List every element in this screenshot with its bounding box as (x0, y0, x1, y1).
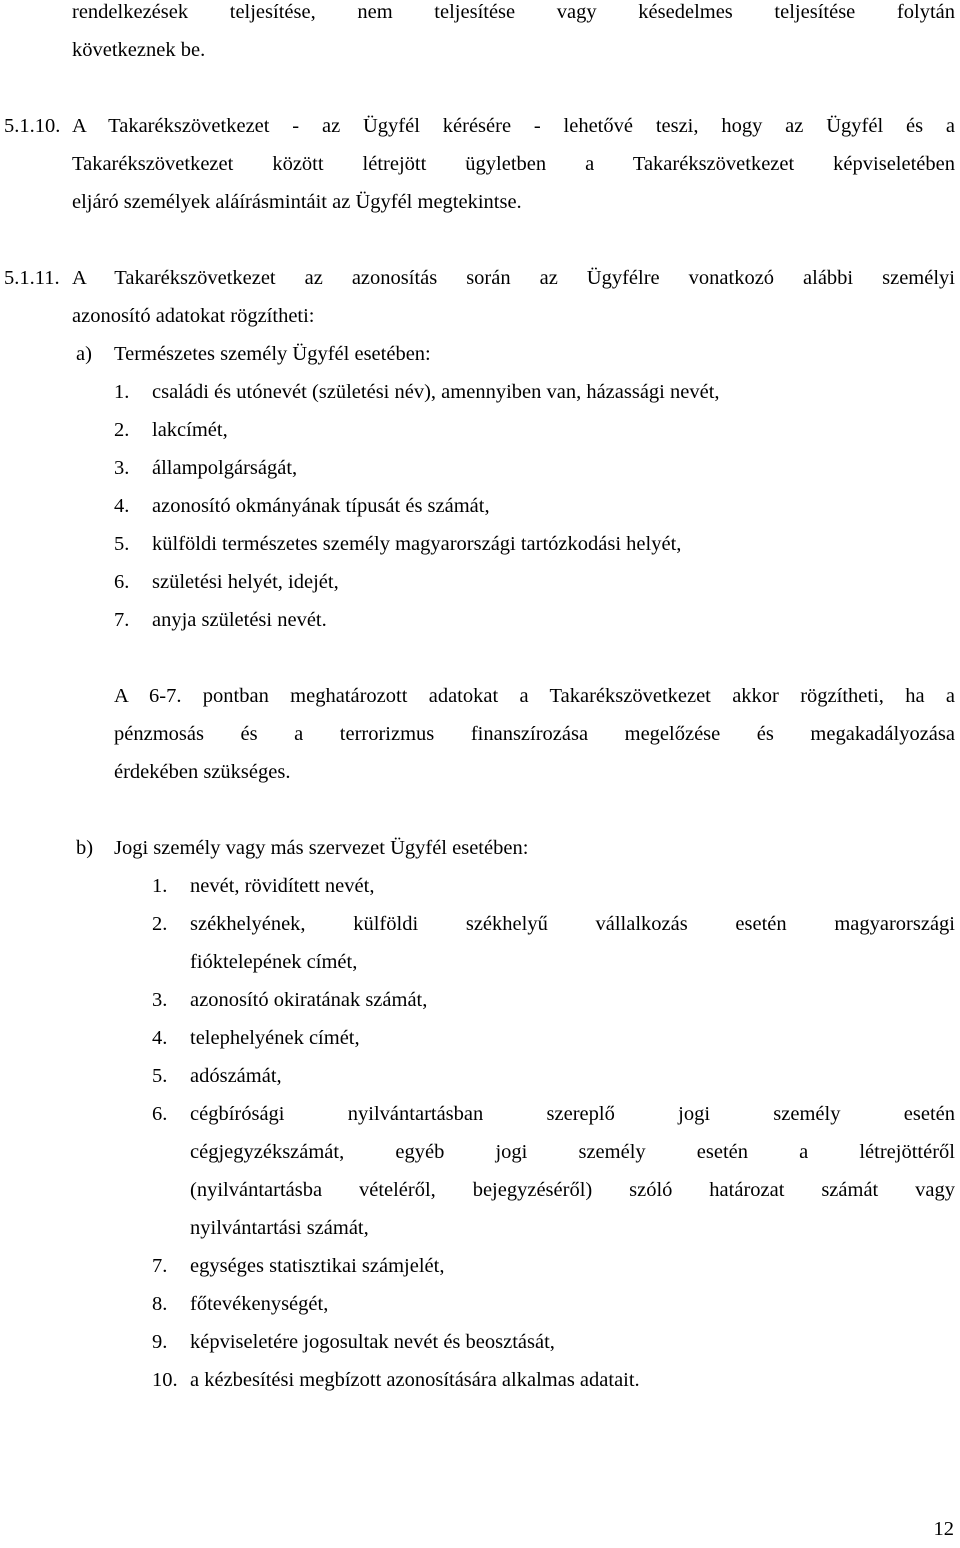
paragraph-line: pénzmosás és a terrorizmus finanszírozása megelőzése és megakadályozása (114, 723, 955, 745)
list-item-number: 1. (152, 875, 168, 897)
list-item-number: 5. (152, 1065, 168, 1087)
list-item: cégbírósági nyilvántartásban szereplő jogi személy esetén (190, 1103, 955, 1125)
section-number: 5.1.10. (4, 115, 61, 137)
list-item-number: 6. (114, 571, 130, 593)
list-item-continuation: cégjegyzékszámát, egyéb jogi személy esetén a létrejöttéről (190, 1141, 955, 1163)
list-item-number: 3. (152, 989, 168, 1011)
list-item-number: 5. (114, 533, 130, 555)
list-item-number: 3. (114, 457, 130, 479)
list-item: családi és utónevét (születési név), amennyiben van, házassági nevét, (152, 381, 720, 403)
list-item: adószámát, (190, 1065, 282, 1087)
list-item: születési helyét, idejét, (152, 571, 339, 593)
section-number: 5.1.11. (4, 267, 60, 289)
paragraph-line: rendelkezések teljesítése, nem teljesítése vagy késedelmes teljesítése folytán (72, 1, 955, 23)
paragraph-line: A Takarékszövetkezet az azonosítás során az Ügyfélre vonatkozó alábbi személyi (72, 267, 955, 289)
list-item-number: 4. (114, 495, 130, 517)
list-item-number: 7. (152, 1255, 168, 1277)
list-item-number: 2. (114, 419, 130, 441)
list-item-number: 1. (114, 381, 130, 403)
list-item-continuation: nyilvántartási számát, (190, 1217, 369, 1239)
list-item: állampolgárságát, (152, 457, 298, 479)
list-item: azonosító okmányának típusát és számát, (152, 495, 490, 517)
list-item-number: 7. (114, 609, 130, 631)
list-item-number: 8. (152, 1293, 168, 1315)
paragraph-line: érdekében szükséges. (114, 761, 291, 783)
paragraph-line: azonosító adatokat rögzítheti: (72, 305, 315, 327)
list-item: nevét, rövidített nevét, (190, 875, 375, 897)
list-item: székhelyének, külföldi székhelyű vállalkozás esetén magyarországi (190, 913, 955, 935)
list-item: főtevékenységét, (190, 1293, 329, 1315)
list-item: telephelyének címét, (190, 1027, 360, 1049)
list-item-number: 2. (152, 913, 168, 935)
list-item-number: 4. (152, 1027, 168, 1049)
list-item-continuation: fióktelepének címét, (190, 951, 358, 973)
paragraph-line: következnek be. (72, 39, 206, 61)
paragraph-line: A Takarékszövetkezet - az Ügyfél kérésére - lehetővé teszi, hogy az Ügyfél és a (72, 115, 955, 137)
page-number: 12 (933, 1518, 954, 1540)
paragraph-line: eljáró személyek aláírásmintáit az Ügyfél megtekintse. (72, 191, 522, 213)
list-heading: Jogi személy vagy más szervezet Ügyfél esetében: (114, 837, 529, 859)
list-item: a kézbesítési megbízott azonosítására alkalmas adatait. (190, 1369, 640, 1391)
list-item-number: 10. (152, 1369, 178, 1391)
list-item: lakcímét, (152, 419, 228, 441)
list-heading: Természetes személy Ügyfél esetében: (114, 343, 431, 365)
list-item: azonosító okiratának számát, (190, 989, 428, 1011)
list-item: anyja születési nevét. (152, 609, 327, 631)
list-item-number: 6. (152, 1103, 168, 1125)
list-label: a) (76, 343, 92, 365)
list-label: b) (76, 837, 94, 859)
list-item-number: 9. (152, 1331, 168, 1353)
list-item: külföldi természetes személy magyarországi tartózkodási helyét, (152, 533, 682, 555)
list-item: egységes statisztikai számjelét, (190, 1255, 445, 1277)
paragraph-line: Takarékszövetkezet között létrejött ügyletben a Takarékszövetkezet képviseletében (72, 153, 955, 175)
paragraph-line: A 6-7. pontban meghatározott adatokat a Takarékszövetkezet akkor rögzítheti, ha a (114, 685, 955, 707)
list-item-continuation: (nyilvántartásba vételéről, bejegyzéséről) szóló határozat számát vagy (190, 1179, 955, 1201)
list-item: képviseletére jogosultak nevét és beosztását, (190, 1331, 555, 1353)
